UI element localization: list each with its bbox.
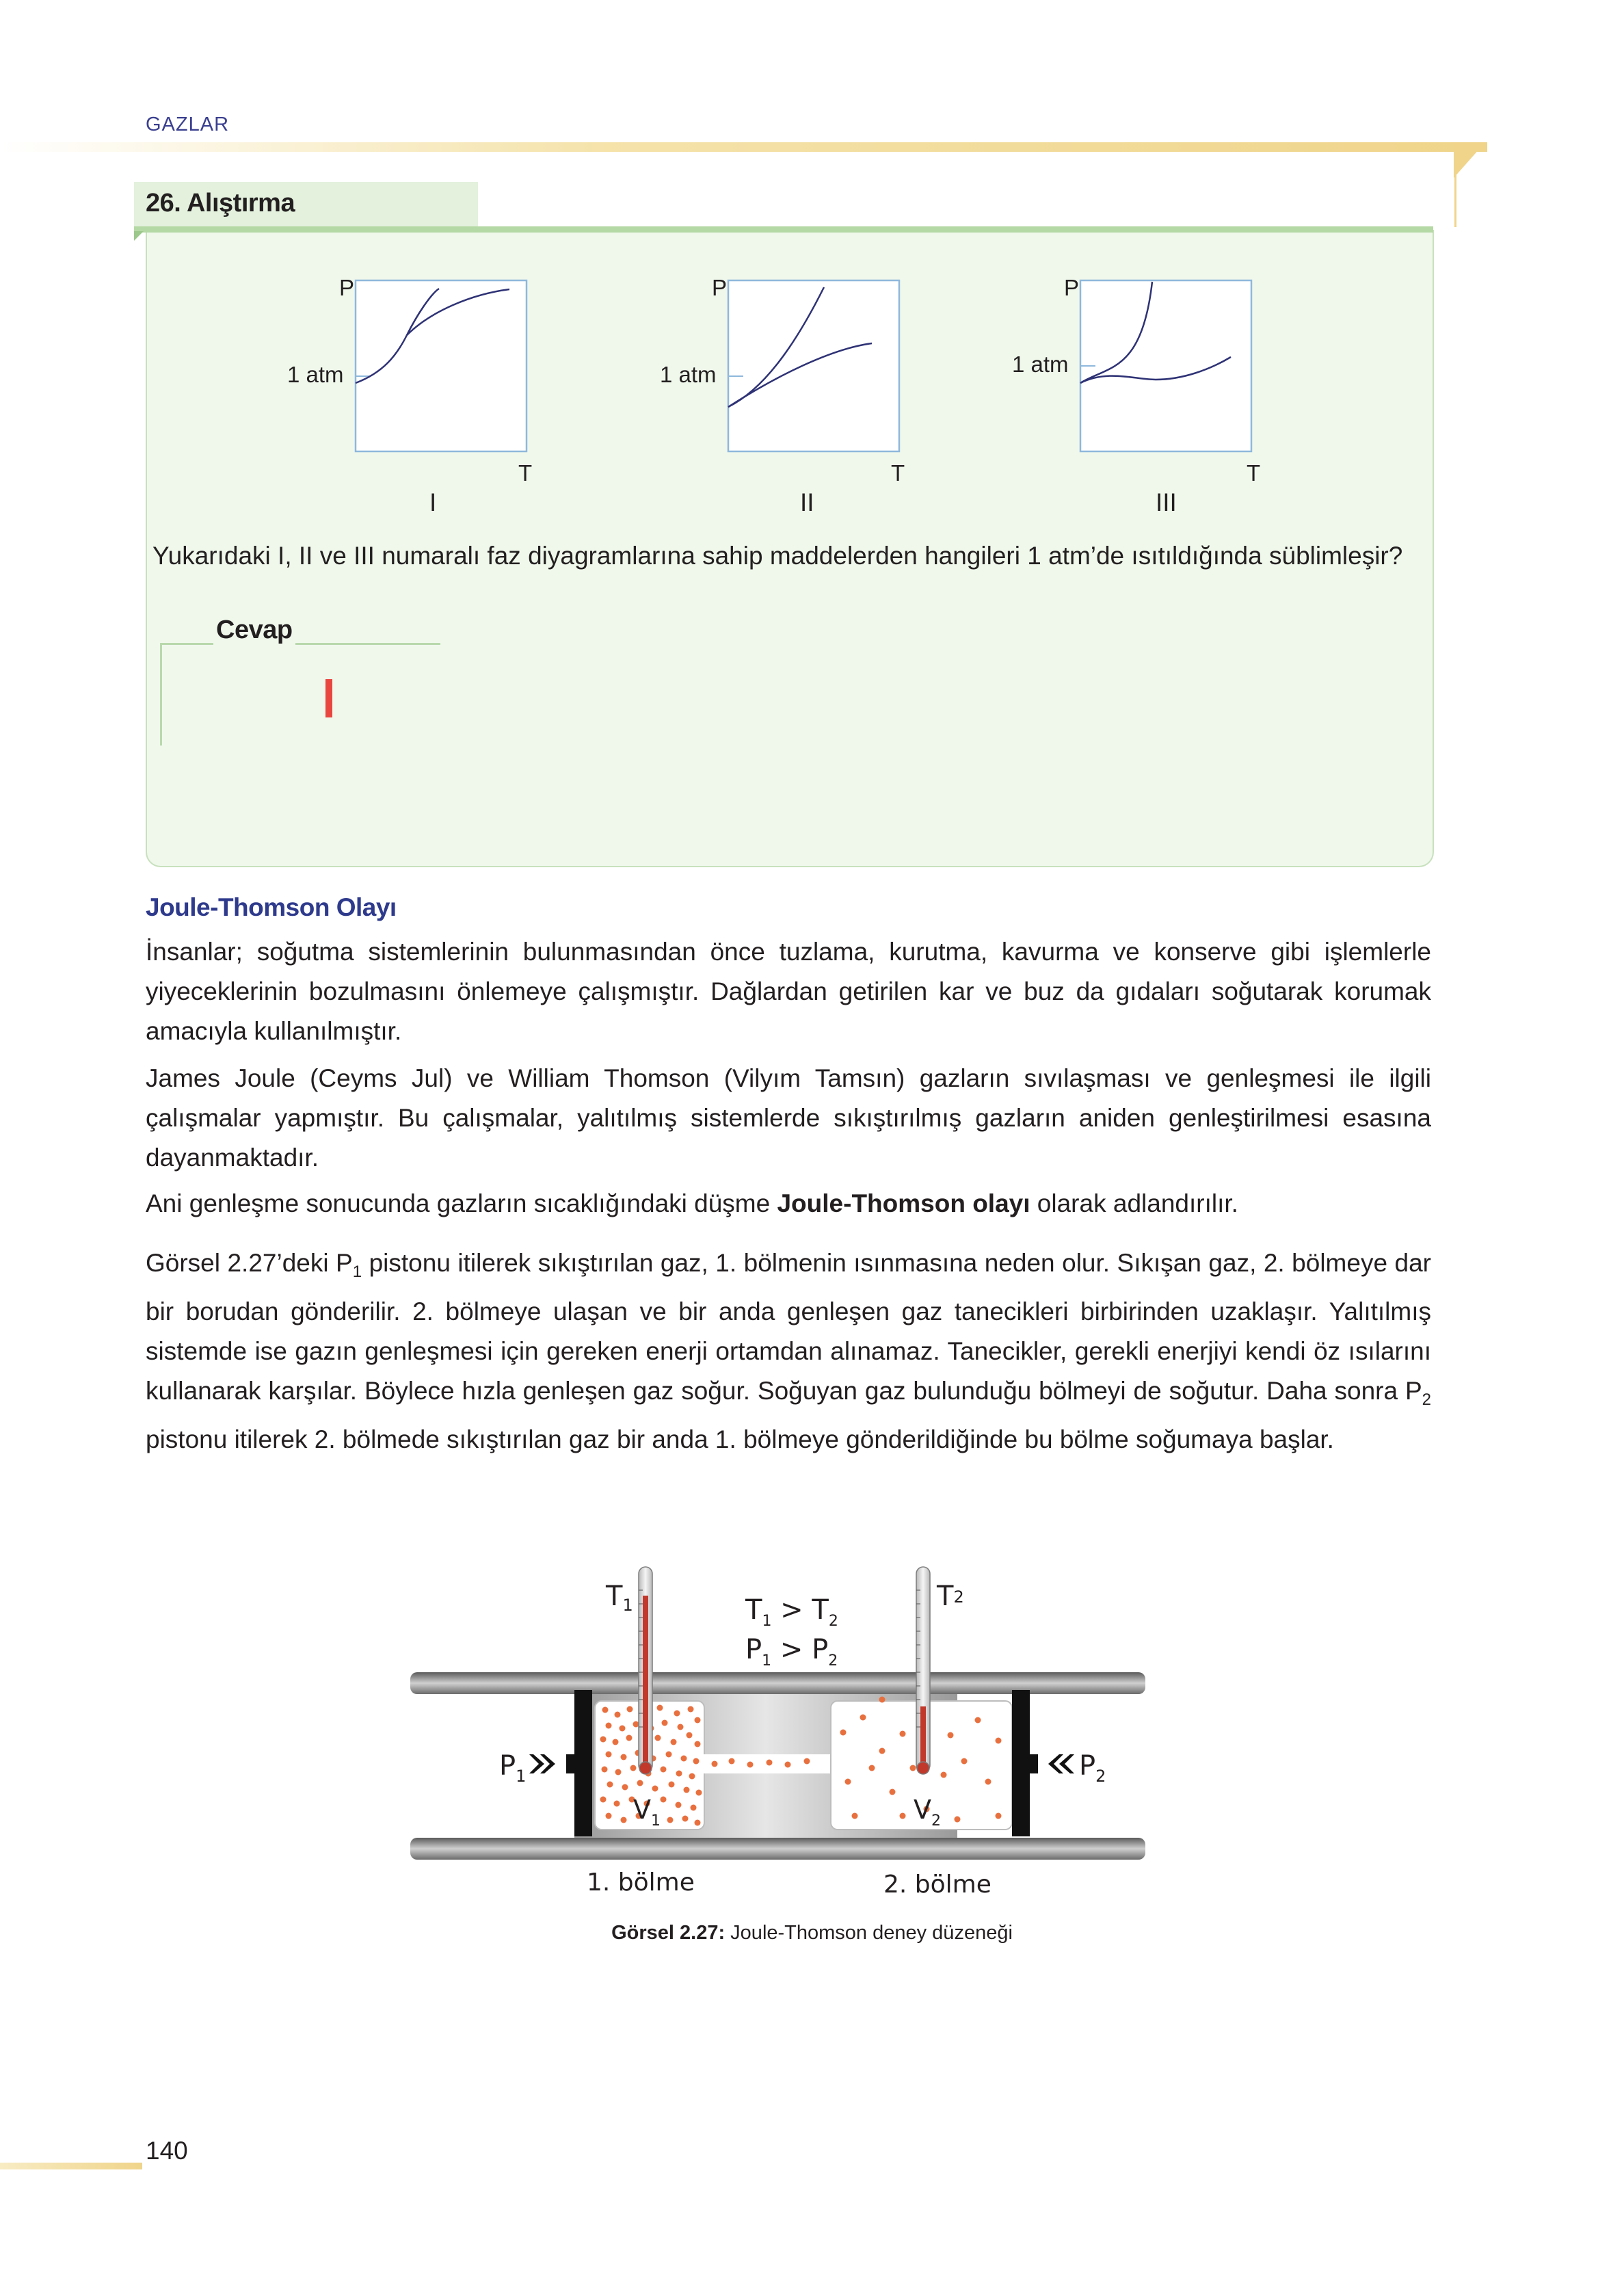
p2-label: $P_2$	[1079, 1750, 1106, 1786]
answer-label: Cevap	[213, 616, 295, 645]
graph-1-p-label: P	[339, 275, 355, 300]
header-corner-triangle	[1454, 142, 1485, 178]
phase-diagram-2	[660, 275, 905, 516]
thermometer-2	[916, 1567, 930, 1774]
upper-tube	[410, 1672, 1145, 1694]
t2-label: T2	[937, 1581, 964, 1612]
graph-2-roman: II	[800, 488, 814, 516]
paragraph-4: Görsel 2.27’deki $P_1$ pistonu itilerek sıkıştırılan gaz, 1. bölmenin ısınmasına neden olur. Sıkışan gaz, 2. bölmeye dar bir borudan gönderilir. 2. bölmeye ulaşan ve bir anda genleşen gaz tanecikleri birbirinden uzaklaşır. Yalıtılmış sistemde ise gazın genleşmesi için gereken enerji ortamdan alınamaz. Tanecikler, gerekli enerjiyi kendi öz ısılarını kullanarak karşılar. Böylece hızla genleşen gaz soğur. Soğuyan gaz bulunduğu bölmeyi de soğutur. Daha sonra $P_2$ pistonu itilerek 2. bölmede sıkıştırılan gaz bir anda 1. bölmeye gönderildiğinde bu bölme soğumaya başlar.	[146, 1249, 1431, 1453]
p1-label: $P_1$	[499, 1750, 527, 1786]
graph-1-atm-label: 1 atm	[287, 362, 344, 387]
phase-diagrams	[274, 270, 1299, 530]
graph-2-p-label: P	[712, 275, 728, 300]
answer-rule-vertical	[160, 643, 162, 745]
piston-2-rod	[1027, 1754, 1038, 1773]
header-rule	[0, 142, 1487, 152]
graph-3-atm-label: 1 atm	[1012, 352, 1069, 377]
phase-diagram-1	[287, 275, 532, 516]
graph-3-roman: III	[1156, 488, 1177, 516]
exercise-question: Yukarıdaki I, II ve III numaralı faz diyagramlarına sahip maddelerden hangileri 1 atm’de ısıtıldığında süblimleşir?	[152, 542, 1403, 570]
t1-label: $T_1$	[606, 1581, 633, 1615]
chamber-1-label: 1. bölme	[587, 1869, 695, 1897]
graph-3-p-label: P	[1064, 275, 1080, 300]
exercise-title: 26. Alıştırma	[146, 189, 295, 217]
lower-tube	[410, 1838, 1145, 1860]
chamber-2-label: 2. bölme	[883, 1871, 991, 1899]
v1-label: $V_1$	[633, 1795, 661, 1830]
section-heading: Joule-Thomson Olayı	[146, 893, 397, 921]
answer-rule-horizontal	[160, 643, 440, 645]
paragraph-3: Ani genleşme sonucunda gazların sıcaklığındaki düşme Joule-Thomson olayı olarak adlandırılır.	[146, 1189, 1238, 1217]
graph-1-t-label: T	[518, 460, 533, 486]
graph-1-roman: I	[429, 488, 437, 516]
graph-2-atm-label: 1 atm	[660, 362, 717, 387]
answer-text-cursor[interactable]	[325, 679, 332, 717]
figure-caption: Görsel 2.27: Joule-Thomson deney düzeneği	[611, 1922, 1013, 1944]
graph-3-t-label: T	[1247, 460, 1261, 486]
running-header: GAZLAR	[146, 114, 230, 135]
phase-diagram-3	[1012, 275, 1260, 516]
graph-2-t-label: T	[891, 460, 905, 486]
pressure-relation: $P_1 > P_2$	[745, 1634, 838, 1669]
paragraph-1: İnsanlar; soğutma sistemlerinin bulunmasından önce tuzlama, kurutma, kavurma ve konserve gibi işlemlerle yiyeceklerinin bozulmasını önlemeye çalışmıştır. Dağlardan getirilen kar ve buz da gıdaları soğutarak korumak amacıyla kullanılmıştır.	[146, 938, 1431, 1045]
thermometer-1	[639, 1567, 652, 1774]
joule-thomson-apparatus	[410, 1556, 1162, 1912]
footer-rule	[0, 2163, 142, 2169]
paragraph-2: James Joule (Ceyms Jul) ve William Thomson (Vilyım Tamsın) gazların sıvılaşması ve genleşmesi ile ilgili çalışmalar yapmıştır. Bu çalışmalar, yalıtılmış sistemlerde sıkıştırılmış gazların aniden genleştirilmesi esasına dayanmaktadır.	[146, 1064, 1431, 1172]
v2-label: $V_2$	[914, 1795, 941, 1830]
exercise-corner-tick	[134, 231, 144, 241]
push-arrow-p1	[529, 1754, 555, 1773]
temperature-relation: $T_1 > T_2$	[745, 1594, 838, 1630]
exercise-top-rule	[134, 226, 1433, 233]
bold-term: Joule-Thomson olayı	[777, 1189, 1030, 1217]
push-arrow-p2	[1048, 1754, 1074, 1773]
piston-1-rod	[566, 1754, 577, 1773]
page-number: 140	[146, 2137, 188, 2165]
